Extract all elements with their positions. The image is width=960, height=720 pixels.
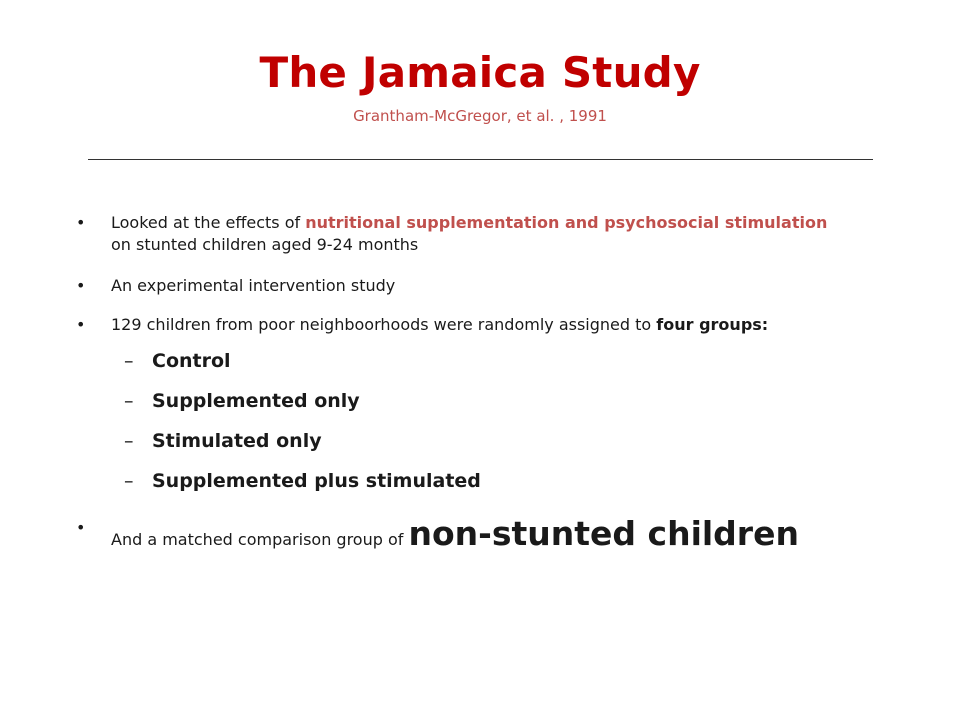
group-label: Stimulated only (152, 430, 322, 452)
group-label: Supplemented only (152, 390, 360, 412)
group-item-stimulated (124, 428, 846, 454)
group-list (76, 348, 846, 494)
dash-marker: – (124, 390, 134, 412)
bullet-dot: • (76, 276, 86, 295)
group-item-control (124, 348, 846, 374)
bullet-study-type (76, 275, 846, 297)
bullet-highlight: nutritional supplementation and psychosocial stimulation (305, 213, 828, 232)
bullet-text: And a matched comparison group of (111, 530, 409, 549)
bullet-emphasis: four groups: (656, 315, 769, 334)
group-label: Control (152, 350, 231, 372)
bullet-text: 129 children from poor neighboorhoods were randomly assigned to (111, 315, 657, 334)
group-item-supplemented-stimulated (124, 468, 846, 494)
bullet-big-text: non-stunted children (408, 514, 799, 553)
dash-marker: – (124, 470, 134, 492)
bullet-comparison (76, 514, 846, 553)
bullet-effects (76, 212, 846, 256)
slide-title: The Jamaica Study (259, 48, 701, 97)
bullet-dot: • (76, 518, 86, 537)
dash-marker: – (124, 350, 134, 372)
slide-subtitle: Grantham-McGregor, et al. , 1991 (353, 107, 607, 125)
bullet-dot: • (76, 315, 86, 334)
bullet-list (76, 212, 846, 551)
group-label: Supplemented plus stimulated (152, 470, 481, 492)
dash-marker: – (124, 430, 134, 452)
bullet-text-tail: on stunted children aged 9-24 months (111, 235, 419, 254)
bullet-text: An experimental intervention study (111, 276, 396, 295)
title-block (0, 44, 960, 128)
bullet-text: Looked at the effects of (111, 213, 306, 232)
bullet-dot: • (76, 213, 86, 232)
bullet-assignment (76, 314, 846, 336)
title-divider (88, 159, 873, 160)
group-item-supplemented (124, 388, 846, 414)
